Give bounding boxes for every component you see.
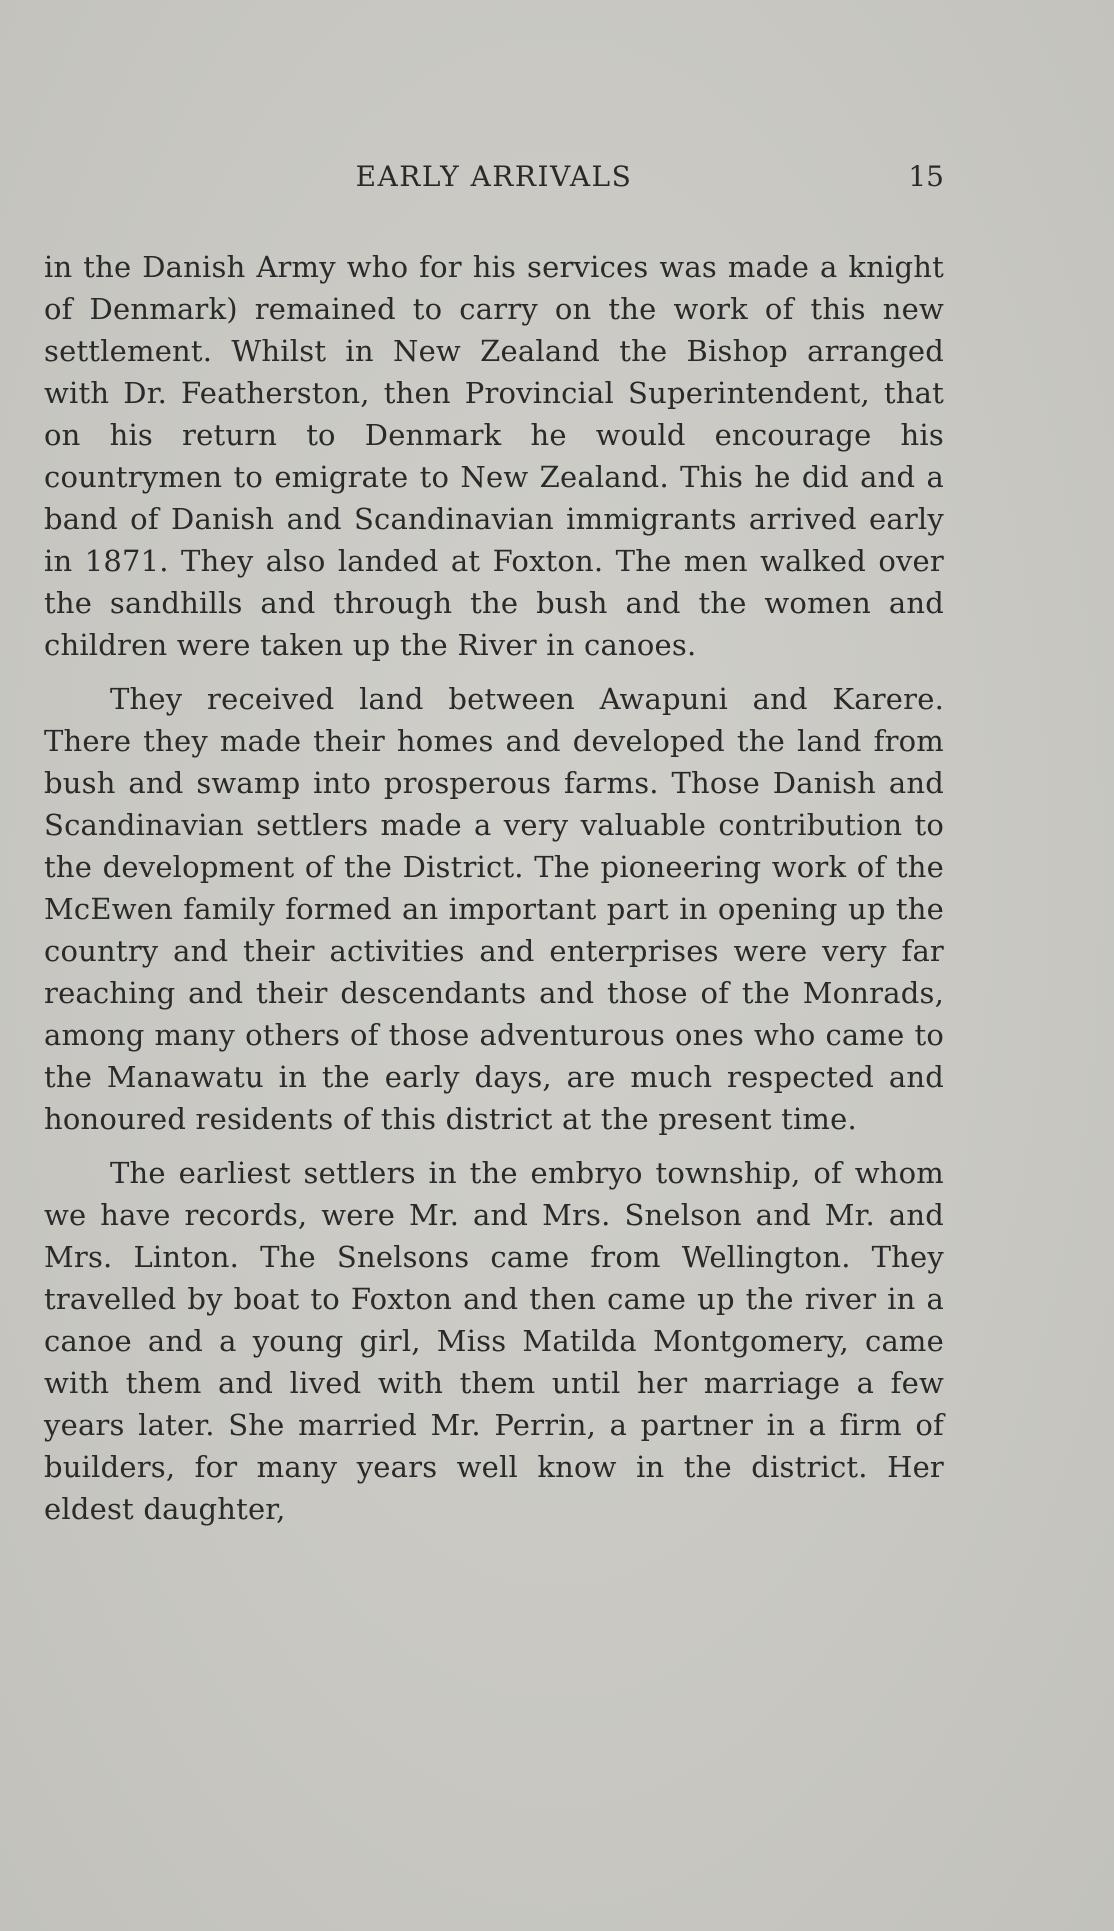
paragraph-continued: in the Danish Army who for his services was made a knight of Denmark) remained to carry on the work of this new settlement. Whilst in New Zealand the Bishop arranged with Dr. Featherston, then Provincial Superintendent, that on his return to Denmark he would encourage his countrymen to emigrate to New Zealand. This he did and a band of Danish and Scandinavian immigrants arrived early in 1871. They also landed at Foxton. The men walked over the sandhills and through the bush and the women and children were taken up the River in canoes. [44, 250, 944, 662]
body-text [44, 246, 944, 1530]
running-title: EARLY ARRIVALS [355, 160, 633, 193]
paragraph: They received land between Awapuni and Karere. There they made their homes and developed the land from bush and swamp into prosperous farms. Those Danish and Scandinavian settlers made a very valuable contribution to the development of the District. The pioneering work of the McEwen family formed an important part in opening up the country and their activities and enterprises were very far reaching and their descendants and those of the Monrads, among many others of those adventurous ones who came to the Manawatu in the early days, are much respected and honoured residents of this district at the present time. [44, 682, 944, 1136]
paragraph: The earliest settlers in the embryo township, of whom we have records, were Mr. and Mrs. Snelson and Mr. and Mrs. Linton. The Snelsons came from Wellington. They travelled by boat to Foxton and then came up the river in a canoe and a young girl, Miss Matilda Montgomery, came with them and lived with them until her marriage a few years later. She married Mr. Perrin, a partner in a firm of builders, for many years well know in the district. Her eldest daughter, [44, 1156, 944, 1526]
page-number: 15 [908, 160, 944, 193]
page-header [44, 160, 944, 200]
